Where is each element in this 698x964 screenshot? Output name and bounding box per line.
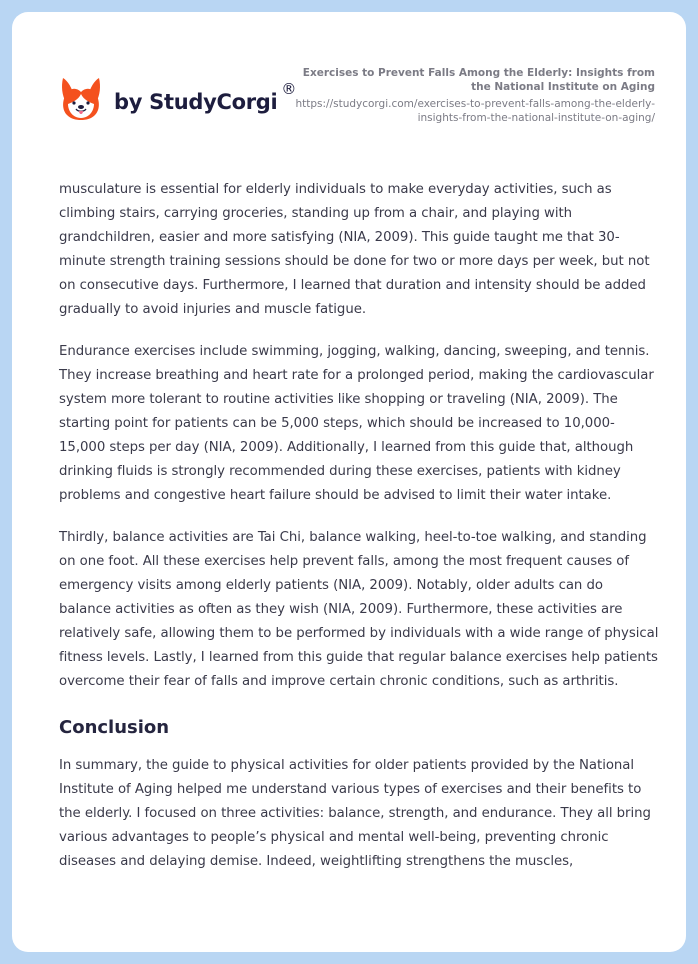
section-heading-conclusion: Conclusion [59, 717, 170, 738]
logo-text: by StudyCorgi [114, 90, 278, 114]
document-meta [295, 66, 655, 125]
document-title: Exercises to Prevent Falls Among the Elderly: Insights from the National Institute on Aging [302, 67, 655, 93]
studycorgi-logo[interactable] [60, 76, 296, 120]
document-body [59, 178, 659, 892]
registered-mark: ® [281, 80, 297, 98]
corgi-logo-icon [60, 76, 102, 120]
paragraph-strength: musculature is essential for elderly individuals to make everyday activities, such as climbing stairs, carrying groceries, standing up from a chair, and playing with grandchildren, easier and more satisfying (NIA, 2009). This guide taught me that 30-minute strength training sessions should be done for two or more days per week, but not on consecutive days. Furthermore, I learned that duration and intensity should be added gradually to avoid injuries and muscle fatigue. [59, 182, 650, 317]
document-card [12, 12, 686, 952]
paragraph-conclusion: In summary, the guide to physical activities for older patients provided by the National Institute of Aging helped me understand various types of exercises and their benefits to the elderly. I focused on three activities: balance, strength, and endurance. They all bring various advantages to people’s physical and mental well-being, preventing chronic diseases and delaying demise. Indeed, weightlifting strengthens the muscles, [59, 758, 651, 869]
document-url[interactable]: https://studycorgi.com/exercises-to-prevent-falls-among-the-elderly-insights-from-the-national-institute-on-aging/ [295, 98, 655, 124]
paragraph-endurance: Endurance exercises include swimming, jogging, walking, dancing, sweeping, and tennis. They increase breathing and heart rate for a prolonged period, making the cardiovascular system more tolerant to routine activities like shopping or traveling (NIA, 2009). The starting point for patients can be 5,000 steps, which should be increased to 10,000-15,000 steps per day (NIA, 2009). Additionally, I learned from this guide that, although drinking fluids is strongly recommended during these exercises, patients with kidney problems and congestive heart failure should be advised to limit their water intake. [59, 344, 654, 503]
document-header [12, 12, 686, 152]
paragraph-balance: Thirdly, balance activities are Tai Chi, balance walking, heel-to-toe walking, and standing on one foot. All these exercises help prevent falls, among the most frequent causes of emergency visits among elderly patients (NIA, 2009). Notably, older adults can do balance activities as often as they wish (NIA, 2009). Furthermore, these activities are relatively safe, allowing them to be performed by individuals with a wide range of physical fitness levels. Lastly, I learned from this guide that regular balance exercises help patients overcome their fear of falls and improve certain chronic conditions, such as arthritis. [59, 530, 659, 689]
